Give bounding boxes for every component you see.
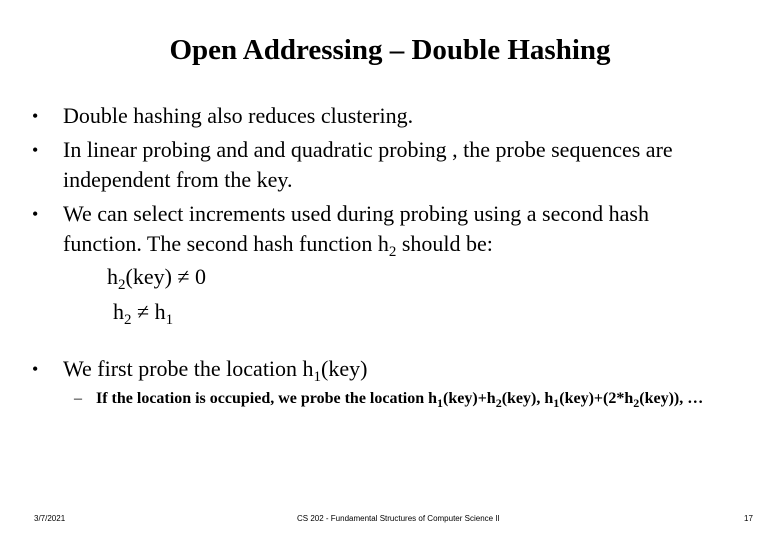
slide-title: Open Addressing – Double Hashing	[169, 34, 611, 66]
subscript: 1	[165, 312, 174, 328]
condition-line	[107, 263, 206, 291]
sub-bullet-text	[96, 388, 703, 410]
text-fragment: should be:	[396, 231, 493, 256]
bullet-text: We can select increments used during probing using a second hash	[63, 201, 649, 226]
text-fragment: h	[113, 299, 124, 324]
condition-line	[113, 298, 173, 326]
bullet-text: In linear probing and and quadratic probing , the probe sequences are	[63, 137, 673, 162]
subscript: 2	[388, 244, 397, 260]
text-fragment: If the location is occupied, we probe the location h	[96, 390, 438, 407]
bullet-marker: •	[32, 359, 39, 379]
footer-course: CS 202 - Fundamental Structures of Computer Science II	[297, 514, 500, 523]
text-fragment: (key)+(2*h	[559, 390, 634, 407]
subscript: 1	[553, 396, 560, 410]
subscript: 2	[633, 396, 640, 410]
text-fragment: We first probe the location h	[63, 356, 314, 381]
bullet-text	[63, 355, 367, 383]
sub-bullet-marker: –	[74, 390, 82, 407]
text-fragment: ≠ h	[131, 299, 166, 324]
text-fragment: (key) ≠ 0	[125, 264, 206, 289]
bullet-text-continued: independent from the key.	[63, 167, 293, 192]
subscript: 2	[118, 277, 126, 293]
text-fragment: (key)), …	[639, 390, 704, 407]
text-fragment: (key)+h	[443, 390, 496, 407]
bullet-marker: •	[32, 140, 39, 160]
text-fragment: (key), h	[501, 390, 554, 407]
subscript: 2	[495, 396, 502, 410]
subscript: 2	[124, 312, 132, 328]
bullet-text-continued	[63, 230, 493, 258]
subscript: 1	[313, 369, 322, 385]
text-fragment: (key)	[321, 356, 368, 381]
text-fragment: h	[107, 264, 118, 289]
bullet-text: Double hashing also reduces clustering.	[63, 103, 414, 128]
bullet-marker: •	[32, 106, 39, 126]
text-fragment: function. The second hash function h	[63, 231, 389, 256]
footer-page-number: 17	[744, 514, 753, 523]
footer-date: 3/7/2021	[34, 514, 66, 523]
bullet-marker: •	[32, 204, 39, 224]
subscript: 1	[437, 396, 444, 410]
